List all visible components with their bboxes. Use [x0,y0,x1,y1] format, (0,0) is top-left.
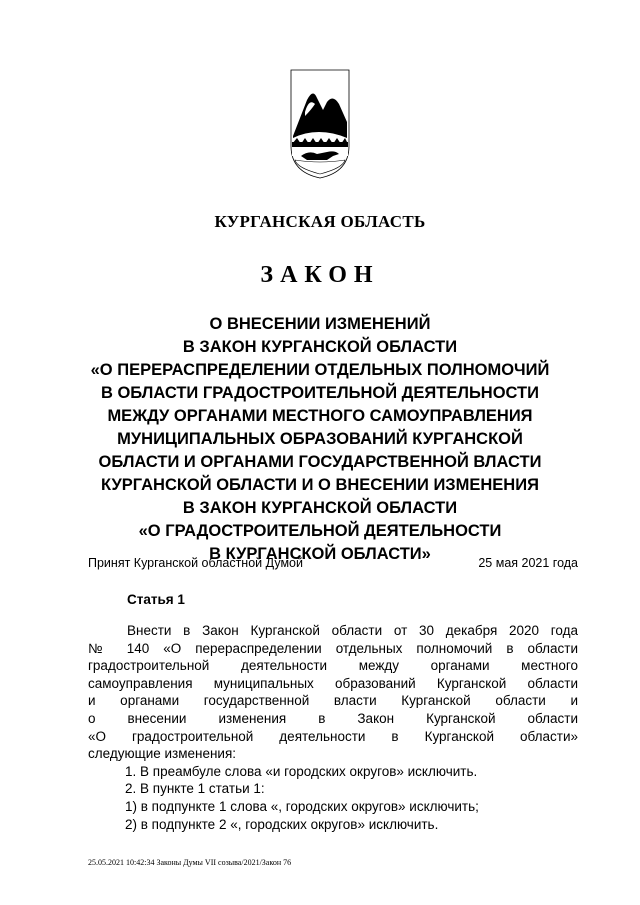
paragraph-line: о внесении изменения в Закон Курганской области [88,710,578,726]
title-line: ОБЛАСТИ И ОРГАНАМИ ГОСУДАРСТВЕННОЙ ВЛАСТИ [98,453,542,471]
paragraph-line: градостроительной деятельности между органами местного [88,658,578,674]
title-line: «О ГРАДОСТРОИТЕЛЬНОЙ ДЕЯТЕЛЬНОСТИ [138,522,502,540]
title-line: «О ПЕРЕРАСПРЕДЕЛЕНИИ ОТДЕЛЬНЫХ ПОЛНОМОЧИЙ [90,361,550,379]
list-item: 2. В пункте 1 статьи 1: [125,781,265,797]
footer-stamp: 25.05.2021 10:42:34 Законы Думы VII созыва/2021/Закон 76 [88,858,292,867]
region-heading: КУРГАНСКАЯ ОБЛАСТЬ [214,212,426,231]
paragraph-line: и органами государственной власти Курганской области и [88,693,578,709]
title-line: МЕЖДУ ОРГАНАМИ МЕСТНОГО САМОУПРАВЛЕНИЯ [107,407,533,425]
title-line: КУРГАНСКОЙ ОБЛАСТИ И О ВНЕСЕНИИ ИЗМЕНЕНИЯ [101,476,539,494]
paragraph-line: следующие изменения: [88,746,237,762]
title-line: В КУРГАНСКОЙ ОБЛАСТИ» [209,545,431,563]
title-line: МУНИЦИПАЛЬНЫХ ОБРАЗОВАНИЙ КУРГАНСКОЙ [117,430,523,448]
adoption-line [88,556,578,572]
list-item: 1) в подпункте 1 слова «, городских округов» исключить; [125,798,479,814]
title-line: В ЗАКОН КУРГАНСКОЙ ОБЛАСТИ [182,499,458,517]
list-item: 2) в подпункте 2 «, городских округов» исключить. [125,816,439,832]
title-line: В ОБЛАСТИ ГРАДОСТРОИТЕЛЬНОЙ ДЕЯТЕЛЬНОСТИ [100,384,540,402]
law-title [70,313,570,566]
coat-of-arms-emblem [283,68,357,180]
paragraph-line: «О градостроительной деятельности в Курганской области» [88,728,578,744]
paragraph-line: Внести в Закон Курганской области от 30 декабря 2020 года [127,623,578,638]
document-type-heading: ЗАКОН [260,262,380,288]
article-body [88,622,578,833]
adopted-by: Принят Курганской областной Думой [88,556,303,570]
paragraph-line: самоуправления муниципальных образований Курганской области [88,675,578,691]
adoption-date: 25 мая 2021 года [478,556,578,570]
title-line: В ЗАКОН КУРГАНСКОЙ ОБЛАСТИ [182,338,458,356]
title-line: О ВНЕСЕНИИ ИЗМЕНЕНИЙ [209,315,431,333]
list-item: 1. В преамбуле слова «и городских округов» исключить. [125,763,478,779]
article-heading: Статья 1 [127,592,185,607]
paragraph-line: № 140 «О перераспределении отдельных полномочий в области [88,640,578,656]
